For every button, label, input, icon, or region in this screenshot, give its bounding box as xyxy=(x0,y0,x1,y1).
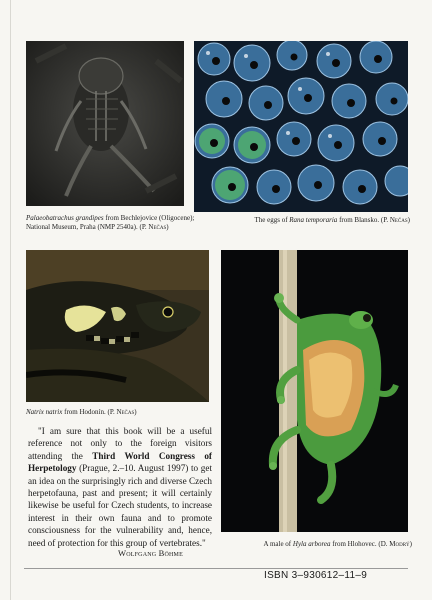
snake-caption: Natrix natrix from Hodonín. (P. Nečas) xyxy=(26,408,137,416)
grass-snake-photo xyxy=(26,250,209,402)
fossil-caption: Palaeobatrachus grandipes from Bechlejovice (Oligocene); National Museum, Praha (NMP 2540a). (P. Nečas) xyxy=(26,214,195,231)
page-edge xyxy=(10,0,11,600)
congress-name: Third World Congress of Herpetology xyxy=(28,450,212,474)
quote-author: Wolfgang Böhme xyxy=(118,548,183,558)
fossil-photo xyxy=(26,41,184,206)
eggs-caption: The eggs of Rana temporaria from Blansko. (P. Nečas) xyxy=(254,216,410,224)
frog-eggs-photo xyxy=(194,41,408,212)
isbn-number: ISBN 3–930612–11–9 xyxy=(264,570,368,581)
foreword-quote: "I am sure that this book will be a useful reference not only to the foreign visitors attending the Third World Congress of Herpetology (Prague, 2.–10. August 1997) to get an idea on the surprisingly rich and diverse Czech herpetofauna, past and present; it will certainly likewise be useful for Czech students, to increase interest in their own fauna and to promote consciousness for the vulnerability and, hence, need of protection for this group of vertebrates." xyxy=(28,426,212,548)
frog-caption: A male of Hyla arborea from Hlohovec. (D. Modrý) xyxy=(263,540,412,548)
tree-frog-photo xyxy=(221,250,408,532)
footer-rule xyxy=(24,568,408,569)
